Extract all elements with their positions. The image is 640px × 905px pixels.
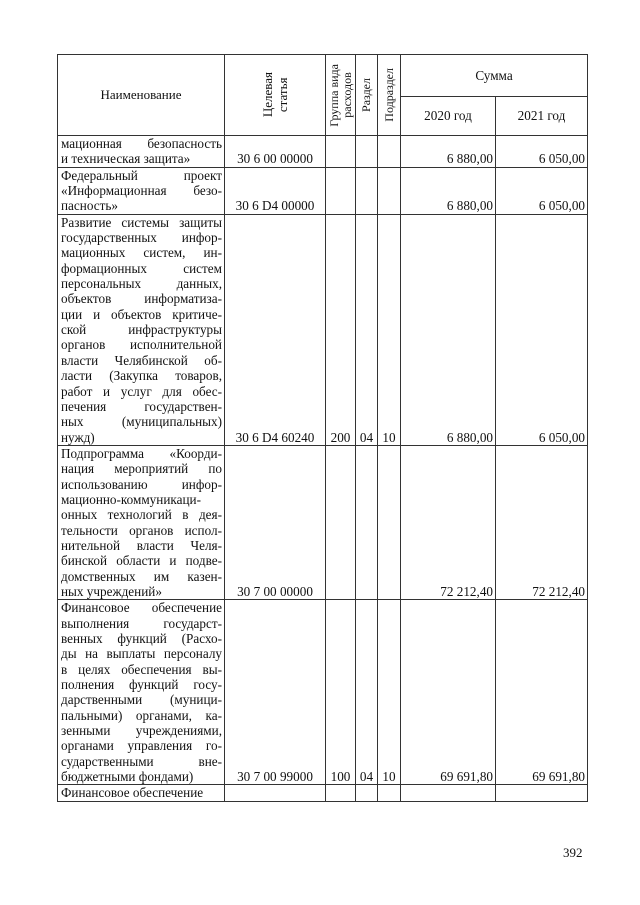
name-line: Финансовое обеспечение xyxy=(61,785,204,801)
row-sum-2020: 6 880,00 xyxy=(401,136,496,168)
name-line: домственных им казен- xyxy=(61,568,222,584)
row-target-code: 30 7 00 00000 xyxy=(225,445,326,599)
name-line: полнения функций госу- xyxy=(61,677,222,693)
name-line: органами управления го- xyxy=(61,738,222,754)
name-line: тельности органов испол- xyxy=(61,522,222,538)
name-line: в целях обеспечения вы- xyxy=(61,661,222,677)
row-section xyxy=(356,445,378,599)
row-section xyxy=(356,167,378,214)
name-line: онных технологий в дея- xyxy=(61,507,222,523)
row-section: 04 xyxy=(356,600,378,785)
row-name xyxy=(58,600,225,785)
name-line: нительной власти Челя- xyxy=(61,537,222,553)
row-expense-group xyxy=(326,136,356,168)
header-expense-group: Группа вида расходов xyxy=(326,55,356,136)
page-number: 392 xyxy=(563,845,583,860)
row-name xyxy=(58,445,225,599)
name-line: работ и услуг для обес- xyxy=(61,383,222,399)
row-target-code: 30 6 00 00000 xyxy=(225,136,326,168)
row-sum-2020: 6 880,00 xyxy=(401,167,496,214)
name-line: пальными) органами, ка- xyxy=(61,707,222,723)
name-line: зенными учреждениями, xyxy=(61,723,222,739)
row-section xyxy=(356,136,378,168)
row-subsection xyxy=(378,136,401,168)
row-name xyxy=(58,167,225,214)
row-sum-2021 xyxy=(496,785,588,801)
header-name: Наименование xyxy=(58,55,225,136)
row-expense-group: 200 xyxy=(326,214,356,445)
name-line: власти Челябинской об- xyxy=(61,352,222,368)
name-line: государственных инфор- xyxy=(61,230,222,246)
name-line: мационных систем, ин- xyxy=(61,245,222,261)
row-section xyxy=(356,785,378,801)
name-line: пасность» xyxy=(61,198,118,214)
row-target-code xyxy=(225,785,326,801)
header-year-2021: 2021 год xyxy=(496,97,588,136)
row-sum-2020: 69 691,80 xyxy=(401,600,496,785)
name-line: нация мероприятий по xyxy=(61,461,222,477)
row-expense-group xyxy=(326,445,356,599)
name-line: нужд) xyxy=(61,429,95,445)
table-row xyxy=(58,785,588,801)
name-line: ской инфраструктуры xyxy=(61,322,222,338)
row-section: 04 xyxy=(356,214,378,445)
header-year-2020: 2020 год xyxy=(401,97,496,136)
name-line: органов исполнительной xyxy=(61,337,222,353)
row-sum-2020: 6 880,00 xyxy=(401,214,496,445)
name-line: Федеральный проект xyxy=(61,167,222,183)
row-subsection xyxy=(378,167,401,214)
name-line: бинской области и подве- xyxy=(61,553,222,569)
name-line: венных функций (Расхо- xyxy=(61,631,222,646)
row-target-code: 30 7 00 99000 xyxy=(225,600,326,785)
budget-table xyxy=(57,54,588,802)
name-line: персональных данных, xyxy=(61,276,222,292)
name-line: мационно-коммуникаци- xyxy=(61,491,201,507)
name-line: ции и объектов критиче- xyxy=(61,306,222,322)
row-subsection xyxy=(378,445,401,599)
table-row xyxy=(58,600,588,785)
name-line: сударственными вне- xyxy=(61,753,222,769)
row-expense-group: 100 xyxy=(326,600,356,785)
name-line: объектов информатиза- xyxy=(61,291,222,307)
name-line: бюджетными фондами) xyxy=(61,769,194,785)
row-subsection: 10 xyxy=(378,214,401,445)
header-sum: Сумма xyxy=(401,55,588,97)
name-line: ласти (Закупка товаров, xyxy=(61,368,222,384)
name-line: ды на выплаты персоналу xyxy=(61,646,222,662)
row-name xyxy=(58,785,225,801)
name-line: и техническая защита» xyxy=(61,151,191,167)
row-sum-2021: 6 050,00 xyxy=(496,136,588,168)
row-sum-2021: 6 050,00 xyxy=(496,214,588,445)
name-line: формационных систем xyxy=(61,260,222,276)
name-line: Развитие системы защиты xyxy=(61,214,222,230)
name-line: выполнения государст- xyxy=(61,615,222,631)
row-subsection: 10 xyxy=(378,600,401,785)
row-name xyxy=(58,214,225,445)
row-target-code: 30 6 D4 60240 xyxy=(225,214,326,445)
name-line: использованию инфор- xyxy=(61,476,222,492)
header-section: Раздел xyxy=(356,55,378,136)
name-line: ных (муниципальных) xyxy=(61,414,222,430)
row-sum-2020: 72 212,40 xyxy=(401,445,496,599)
name-line: Подпрограмма «Коорди- xyxy=(61,445,222,461)
name-line: мационная безопасность xyxy=(61,136,222,151)
header-target: Целевая статья xyxy=(225,55,326,136)
name-line: печения государствен- xyxy=(61,398,222,414)
row-sum-2021: 72 212,40 xyxy=(496,445,588,599)
table-row xyxy=(58,167,588,214)
row-expense-group xyxy=(326,167,356,214)
row-name xyxy=(58,136,225,168)
row-subsection xyxy=(378,785,401,801)
header-subsection: Подраздел xyxy=(378,55,401,136)
name-line: дарственными (муници- xyxy=(61,692,222,708)
row-target-code: 30 6 D4 00000 xyxy=(225,167,326,214)
row-expense-group xyxy=(326,785,356,801)
name-line: Финансовое обеспечение xyxy=(61,600,222,616)
table-row xyxy=(58,136,588,168)
name-line: «Информационная безо- xyxy=(61,183,222,199)
name-line: ных учреждений» xyxy=(61,583,162,599)
row-sum-2020 xyxy=(401,785,496,801)
table-row xyxy=(58,214,588,445)
table-row xyxy=(58,445,588,599)
row-sum-2021: 69 691,80 xyxy=(496,600,588,785)
row-sum-2021: 6 050,00 xyxy=(496,167,588,214)
